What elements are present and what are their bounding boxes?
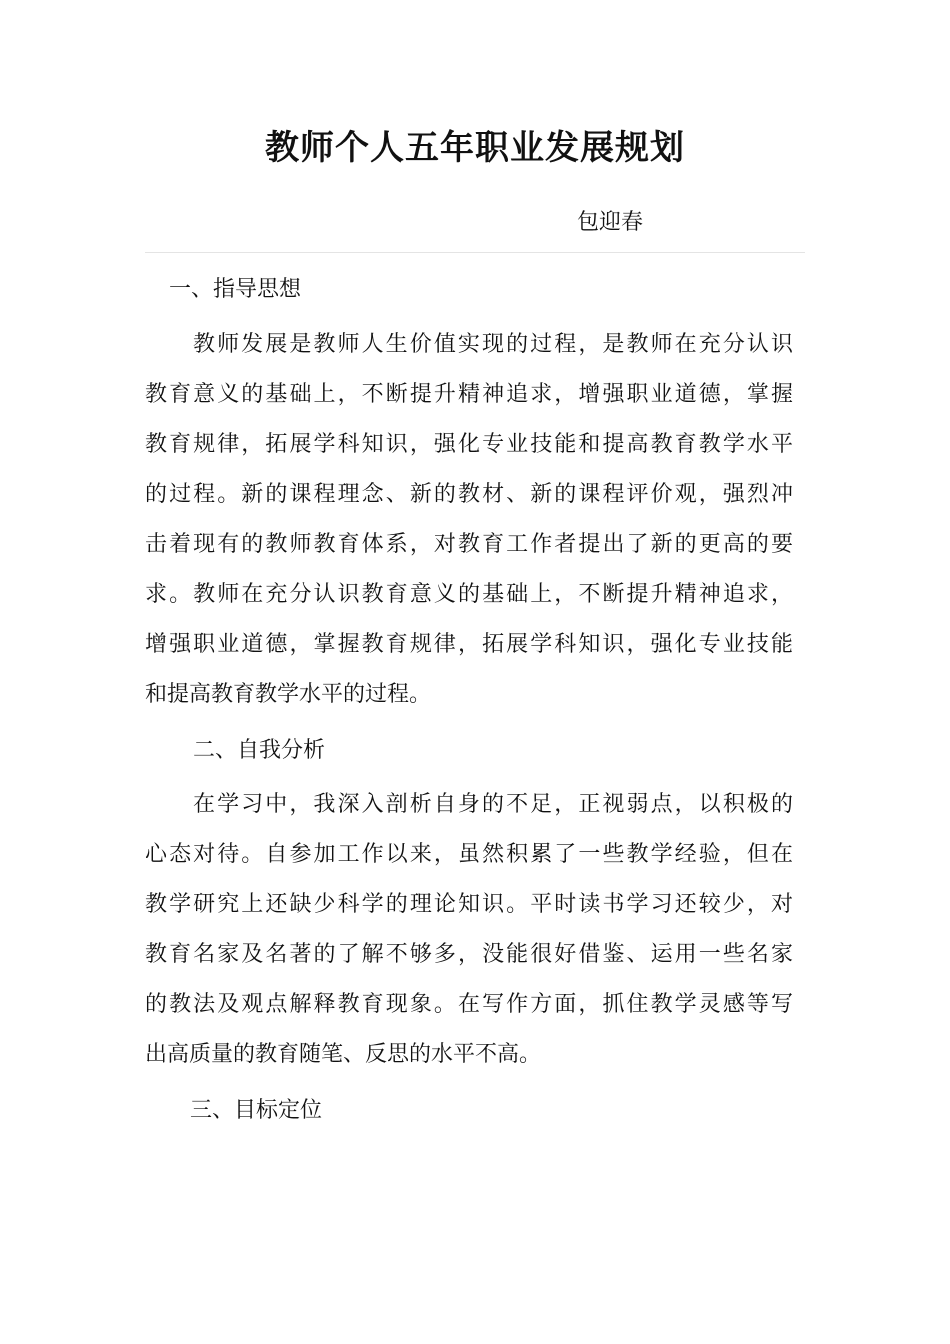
document-title: 教师个人五年职业发展规划: [265, 128, 685, 168]
paragraph-line: 和提高教育教学水平的过程。: [145, 682, 432, 707]
paragraph-line: 增强职业道德，掌握教育规律，拓展学科知识，强化专业技能: [145, 632, 793, 657]
paragraph-line: 的过程。新的课程理念、新的教材、新的课程评价观，强烈冲: [145, 482, 793, 507]
paragraph-line: 在学习中，我深入剖析自身的不足，正视弱点，以积极的: [193, 792, 793, 817]
paragraph-line: 的教法及观点解释教育现象。在写作方面，抓住教学灵感等写: [145, 992, 793, 1017]
paragraph-line: 教师发展是教师人生价值实现的过程，是教师在充分认识: [193, 332, 793, 357]
section-heading-goal-positioning: 三、目标定位: [190, 1098, 323, 1123]
paragraph-line: 教育规律，拓展学科知识，强化专业技能和提高教育教学水平: [145, 432, 793, 457]
header-divider: [145, 252, 805, 253]
section-heading-self-analysis: 二、自我分析: [193, 738, 326, 763]
document-author: 包迎春: [577, 210, 644, 235]
paragraph-line: 心态对待。自参加工作以来，虽然积累了一些教学经验，但在: [145, 842, 793, 867]
paragraph-line: 出高质量的教育随笔、反思的水平不高。: [145, 1042, 542, 1067]
paragraph-line: 教育意义的基础上，不断提升精神追求，增强职业道德，掌握: [145, 382, 793, 407]
section-heading-guiding-ideology: 一、指导思想: [169, 277, 302, 302]
paragraph-line: 教育名家及名著的了解不够多，没能很好借鉴、运用一些名家: [145, 942, 793, 967]
paragraph-line: 求。教师在充分认识教育意义的基础上，不断提升精神追求，: [145, 582, 793, 607]
paragraph-line: 击着现有的教师教育体系，对教育工作者提出了新的更高的要: [145, 532, 793, 557]
paragraph-line: 教学研究上还缺少科学的理论知识。平时读书学习还较少，对: [145, 892, 793, 917]
